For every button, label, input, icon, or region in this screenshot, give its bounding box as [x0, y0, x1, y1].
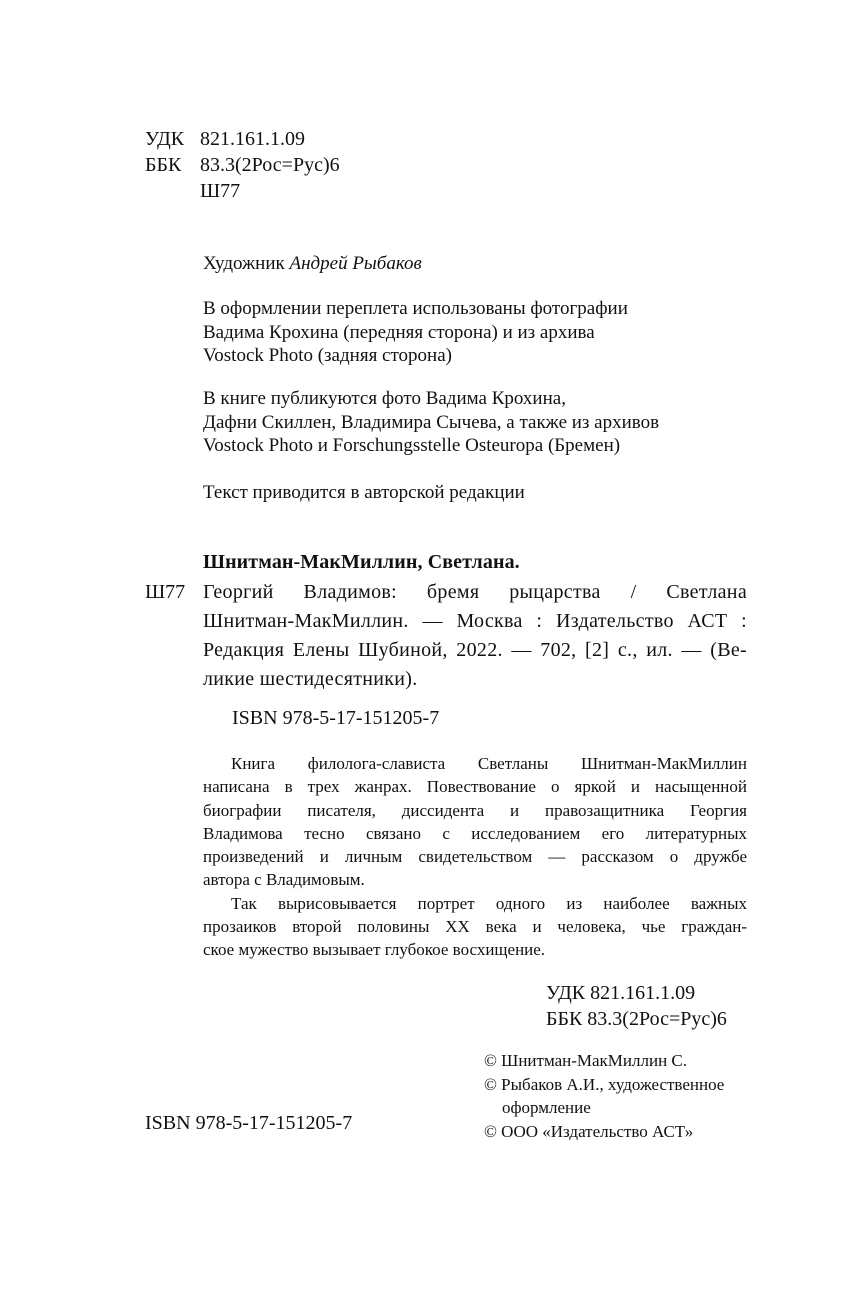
copyright-block [484, 1049, 724, 1143]
copyright-line: оформление [502, 1098, 591, 1117]
catalog-isbn: ISBN 978-5-17-151205-7 [232, 707, 440, 729]
catalog-line: Редакция Елены Шубиной, 2022. — 702, [2] с., ил. — (Ве- [203, 639, 747, 661]
catalog-author-heading: Шнитман-МакМиллин, Светлана. [203, 551, 520, 573]
annotation-line: автора с Владимовым. [203, 870, 365, 890]
bbk-value: 83.3(2Рос=Рус)6 [200, 154, 340, 176]
cover-photos-line: В оформлении переплета использованы фотографии [203, 298, 628, 319]
catalog-description [203, 578, 747, 694]
artist-label: Художник [203, 253, 285, 274]
annotation-line: написана в трех жанрах. Повествование о яркой и насыщенной [203, 777, 747, 797]
catalog-line: ликие шестидесятники). [203, 668, 418, 690]
udk-bottom: УДК 821.161.1.09 [546, 982, 696, 1004]
bbk-bottom: ББК 83.3(2Рос=Рус)6 [546, 1008, 727, 1030]
book-photos-line: Дафни Скиллен, Владимира Сычева, а также из архивов [203, 411, 660, 433]
udk-row [145, 127, 305, 151]
annotation-line: Владимова тесно связано с исследованием его литературных [203, 823, 747, 843]
catalog-code: Ш77 [145, 581, 186, 603]
udk-bbk-bottom [546, 980, 727, 1032]
book-photos-line: В книге публикуются фото Вадима Крохина, [203, 388, 566, 409]
catalog-line: Шнитман-МакМиллин. — Москва : Издательство АСТ : [203, 610, 747, 632]
annotation-line: биографии писателя, диссидента и правозащитника Георгия [203, 800, 747, 820]
annotation-line: Книга филолога-слависта Светланы Шнитман-МакМиллин [231, 754, 747, 773]
artist-credit [203, 252, 422, 276]
udk-value: 821.161.1.09 [200, 128, 305, 150]
annotation-line: Так вырисовывается портрет одного из наиболее важных [231, 893, 747, 913]
edition-note: Текст приводится в авторской редакции [203, 482, 525, 503]
copyright-line: © Рыбаков А.И., художественное [484, 1074, 725, 1094]
copyright-line: © Шнитман-МакМиллин С. [484, 1051, 688, 1070]
artist-name: Андрей Рыбаков [289, 253, 422, 274]
annotation-line: произведений и личным свидетельством — рассказом о дружбе [203, 847, 747, 867]
book-photos-credit [203, 387, 659, 458]
bbk-row [145, 153, 340, 177]
copyright-line: © ООО «Издательство АСТ» [484, 1121, 694, 1141]
author-code-row [145, 179, 240, 203]
cover-photos-credit [203, 297, 628, 368]
annotation-line: ское мужество вызывает глубокое восхищение. [203, 940, 546, 960]
catalog-line: Георгий Владимов: бремя рыцарства / Светлана [203, 581, 747, 603]
annotation-line: прозаиков второй половины XX века и человека, чье граждан- [203, 917, 747, 937]
book-photos-line: Vostock Photo и Forschungsstelle Osteuropa (Бремен) [203, 435, 621, 456]
bbk-key: ББК [145, 154, 182, 176]
author-code: Ш77 [200, 180, 241, 202]
cover-photos-line: Vostock Photo (задняя сторона) [203, 345, 452, 366]
cover-photos-line: Вадима Крохина (передняя сторона) и из архива [203, 321, 595, 343]
annotation [203, 752, 747, 962]
udk-key: УДК [145, 128, 185, 150]
isbn-bottom: ISBN 978-5-17-151205-7 [145, 1112, 353, 1134]
